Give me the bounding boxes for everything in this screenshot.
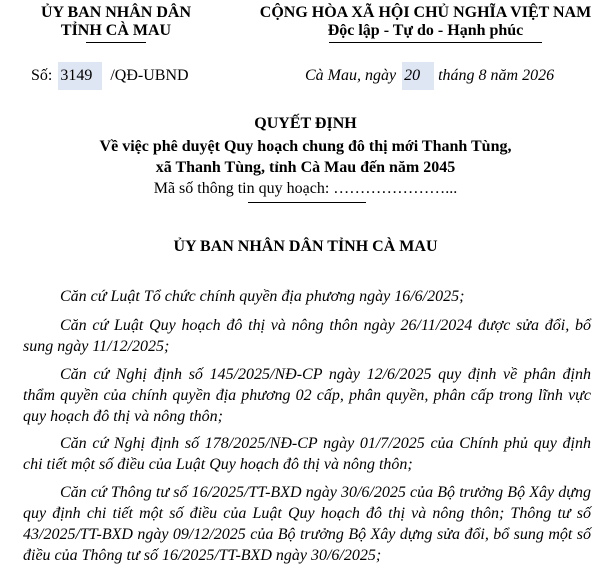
- agency-name-line1: ỦY BAN NHÂN DÂN: [40, 4, 192, 21]
- issuing-authority: ỦY BAN NHÂN DÂN TỈNH CÀ MAU: [173, 238, 438, 255]
- legal-basis-5: Căn cứ Thông tư số 16/2025/TT-BXD ngày 30/6/2025 của Bộ trưởng Bộ Xây dựng quy định chi tiết một số điều của Luật Quy hoạch đô thị và nông thôn; Thông tư số 43/2025/TT-BXD ngày 09/12/2025 của Bộ trưởng Bộ Xây dựng sửa đổi, bổ sung một số điều của Thông tư số 16/2025/TT-BXD ngày 30/6/2025;: [23, 484, 591, 564]
- document-number: [31, 62, 189, 90]
- agency-name-line2: TỈNH CÀ MAU: [60, 22, 172, 39]
- issue-date-suffix: tháng 8 năm 2026: [438, 67, 555, 84]
- legal-basis-1: Căn cứ Luật Tổ chức chính quyền địa phương ngày 16/6/2025;: [60, 288, 465, 305]
- issue-date-prefix: Cà Mau, ngày: [305, 67, 397, 84]
- title-underline: [248, 202, 366, 203]
- planning-code-line: Mã số thông tin quy hoạch: …………………...: [153, 180, 458, 197]
- legal-basis-2: Căn cứ Luật Quy hoạch đô thị và nông thôn ngày 26/11/2024 được sửa đổi, bổ sung ngày 11/12/2025;: [23, 317, 591, 355]
- national-title: CỘNG HÒA XÃ HỘI CHỦ NGHĨA VIỆT NAM: [259, 4, 592, 21]
- agency-underline: [86, 42, 146, 43]
- issue-date-day-field[interactable]: 20: [402, 62, 434, 90]
- document-number-suffix: /QĐ-UBND: [110, 67, 189, 84]
- legal-basis-4: Căn cứ Nghị định số 178/2025/NĐ-CP ngày 01/7/2025 của Chính phủ quy định chi tiết một số điều của Luật Quy hoạch đô thị và nông thôn;: [23, 435, 591, 473]
- issue-date: [305, 62, 554, 90]
- document-subject-line1: Về việc phê duyệt Quy hoạch chung đô thị mới Thanh Tùng,: [99, 138, 512, 155]
- document-number-field[interactable]: 3149: [58, 62, 102, 90]
- national-motto: Độc lập - Tự do - Hạnh phúc: [327, 22, 524, 39]
- document-type-title: QUYẾT ĐỊNH: [254, 115, 357, 132]
- legal-basis-3: Căn cứ Nghị định số 145/2025/NĐ-CP ngày 12/6/2025 quy định về phân định thẩm quyền của chính quyền địa phương 02 cấp, phân quyền, phân cấp trong lĩnh vực quy hoạch đô thị và nông thôn;: [23, 366, 591, 425]
- document-subject-line2: xã Thanh Tùng, tỉnh Cà Mau đến năm 2045: [155, 159, 456, 176]
- document-number-prefix: Số:: [31, 67, 53, 84]
- motto-underline: [329, 42, 542, 43]
